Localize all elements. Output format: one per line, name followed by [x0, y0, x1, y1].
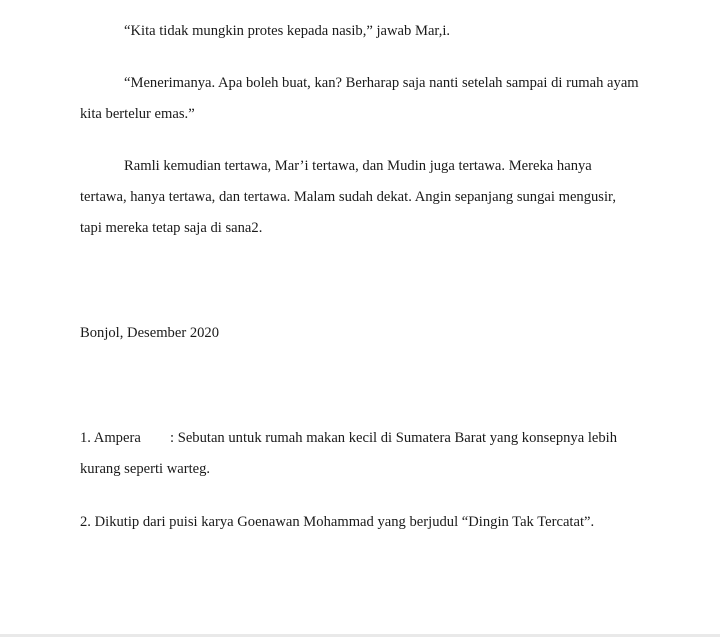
footnote-1-text: : Sebutan untuk rumah makan kecil di Sumatera Barat yang konsepnya lebih kurang seperti warteg. [80, 430, 618, 477]
footnote-2: 2. Dikutip dari puisi karya Goenawan Mohammad yang berjudul “Dingin Tak Tercatat”. [80, 514, 595, 530]
footnote-1 [80, 423, 640, 485]
dialogue-paragraph-1: “Kita tidak mungkin protes kepada nasib,” jawab Mar,i. [124, 23, 451, 39]
dialogue-paragraph-2: “Menerimanya. Apa boleh buat, kan? Berharap saja nanti setelah sampai di rumah ayam kita bertelur emas.” [80, 75, 639, 122]
footnote-1-label: 1. Ampera [80, 430, 141, 446]
place-date-signoff: Bonjol, Desember 2020 [80, 325, 220, 341]
narrative-paragraph: Ramli kemudian tertawa, Mar’i tertawa, dan Mudin juga tertawa. Mereka hanya tertawa, hanya tertawa, dan tertawa. Malam sudah dekat. Angin sepanjang sungai mengusir, tapi mereka tetap saja di sana2. [80, 158, 616, 236]
